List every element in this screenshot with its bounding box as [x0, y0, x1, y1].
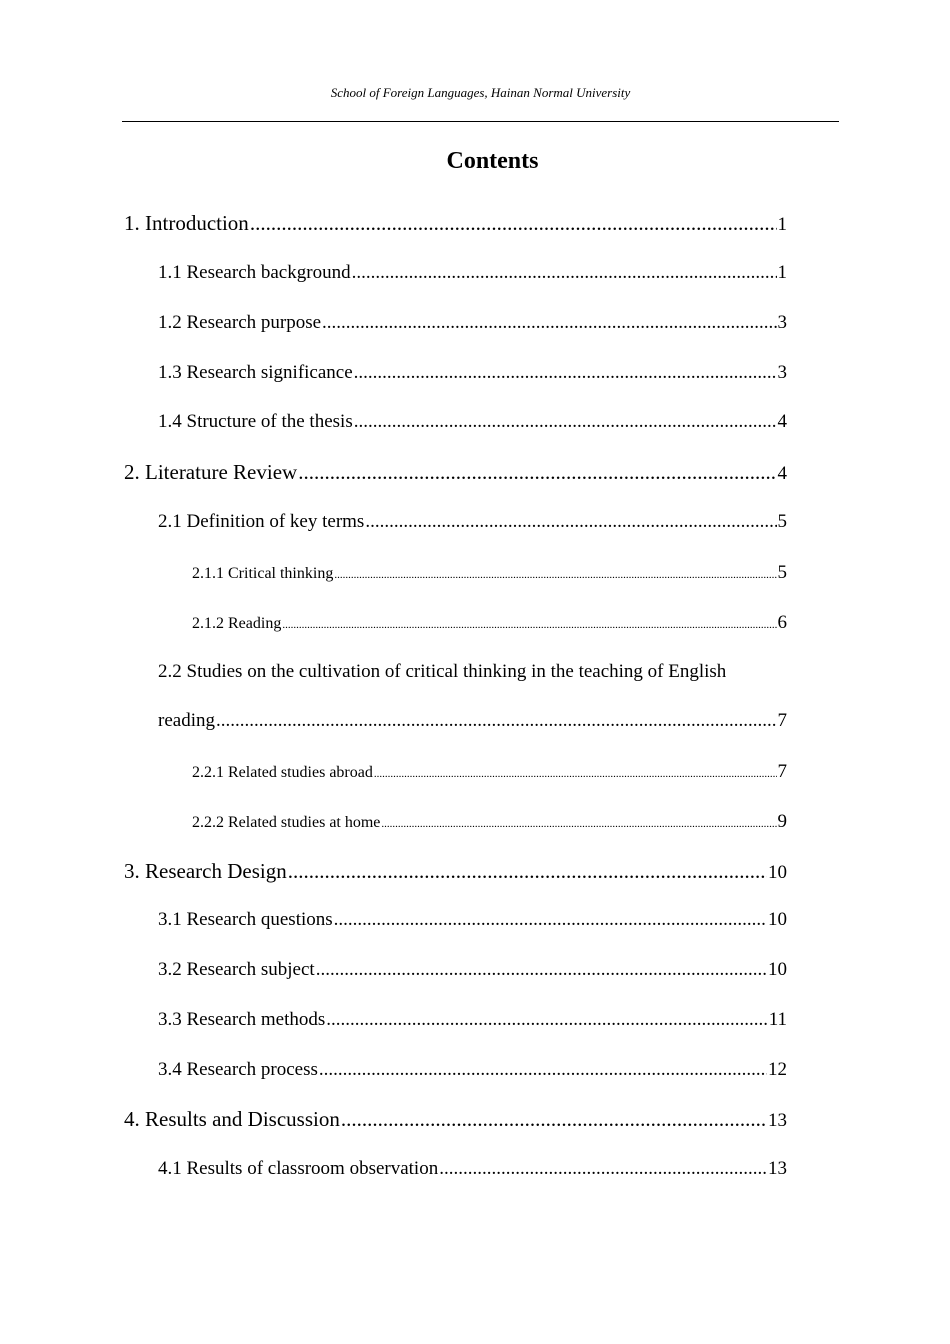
toc-entry-label: 3. Research Design	[124, 859, 287, 883]
toc-entry-label: 1.4 Structure of the thesis	[158, 411, 353, 432]
dot-leader	[354, 409, 777, 435]
toc-entry-label: 2.2.2 Related studies at home	[192, 814, 381, 831]
toc-entry[interactable]	[124, 1105, 787, 1135]
dot-leader	[250, 209, 777, 237]
toc-entry[interactable]	[158, 409, 787, 435]
toc-entry-label: 4.1 Results of classroom observation	[158, 1158, 439, 1179]
toc-entry[interactable]	[158, 260, 787, 286]
toc-entry-label: 2.1.2 Reading	[192, 615, 282, 632]
toc-entry[interactable]	[124, 209, 787, 239]
toc-entry[interactable]	[124, 857, 787, 887]
dot-leader	[381, 813, 776, 835]
toc-entry[interactable]	[192, 562, 787, 586]
toc-entry-label: 3.3 Research methods	[158, 1009, 326, 1030]
toc-entry-label: 2.1 Definition of key terms	[158, 511, 365, 532]
toc-entry[interactable]	[158, 708, 787, 734]
dot-leader	[365, 509, 776, 535]
dot-leader	[341, 1105, 767, 1133]
toc-page-number: 10	[768, 959, 787, 980]
toc-entry-label: 1. Introduction	[124, 211, 249, 235]
toc-page-number: 13	[768, 1158, 787, 1179]
dot-leader	[354, 360, 777, 386]
toc-page-number: 12	[768, 1059, 787, 1080]
toc-page-number: 10	[768, 862, 787, 883]
toc-entry-label: 1.2 Research purpose	[158, 312, 322, 333]
toc-entry[interactable]	[158, 907, 787, 933]
toc-page-number: 3	[777, 312, 787, 333]
toc-page-number: 11	[768, 1009, 787, 1030]
toc-page-number: 1	[777, 262, 787, 283]
toc-entry[interactable]	[158, 360, 787, 386]
toc-entry-label: 2.1.1 Critical thinking	[192, 565, 334, 582]
dot-leader	[326, 1007, 767, 1033]
toc-entry-label: 1.1 Research background	[158, 262, 351, 283]
dot-leader	[439, 1156, 767, 1182]
toc-entry-label: 2. Literature Review	[124, 460, 298, 484]
toc-page-number: 13	[768, 1110, 787, 1131]
toc-page-number: 4	[777, 411, 787, 432]
toc-page-number: 1	[777, 214, 787, 235]
toc-entry[interactable]	[158, 310, 787, 336]
toc-page-number: 7	[777, 761, 787, 782]
toc-page-number: 3	[777, 362, 787, 383]
toc-entry[interactable]	[158, 509, 787, 535]
dot-leader	[322, 310, 776, 336]
toc-entry-label: 4. Results and Discussion	[124, 1107, 340, 1131]
dot-leader	[316, 957, 767, 983]
toc-entry-label: 3.2 Research subject	[158, 959, 315, 980]
toc-entry[interactable]	[158, 1057, 787, 1083]
dot-leader	[298, 458, 776, 486]
toc-entry-label: 3.4 Research process	[158, 1059, 318, 1080]
toc-entry[interactable]	[192, 761, 787, 785]
dot-leader	[374, 763, 777, 785]
toc-entry-label: 1.3 Research significance	[158, 362, 353, 383]
dot-leader	[334, 564, 776, 586]
toc-entry[interactable]	[158, 957, 787, 983]
dot-leader	[288, 857, 767, 885]
toc-entry[interactable]	[192, 612, 787, 636]
toc-page-number: 4	[777, 463, 787, 484]
toc-entry-label: 3.1 Research questions	[158, 909, 333, 930]
toc-entry-label-line1[interactable]: 2.2 Studies on the cultivation of critical thinking in the teaching of English	[158, 661, 727, 682]
toc-entry[interactable]	[158, 1156, 787, 1182]
dot-leader	[319, 1057, 767, 1083]
toc-entry[interactable]	[192, 811, 787, 835]
toc-page-number: 7	[777, 710, 787, 731]
toc-page-number: 9	[777, 811, 787, 832]
toc-entry[interactable]	[158, 1007, 787, 1033]
toc-page-number: 5	[777, 511, 787, 532]
toc-entry-label: reading	[158, 710, 215, 731]
toc-entry-label: 2.2.1 Related studies abroad	[192, 764, 373, 781]
running-header: School of Foreign Languages, Hainan Normal University	[330, 85, 631, 100]
toc-entry[interactable]	[124, 458, 787, 488]
dot-leader	[282, 614, 776, 636]
dot-leader	[352, 260, 777, 286]
dot-leader	[216, 708, 777, 734]
dot-leader	[334, 907, 767, 933]
toc-page-number: 6	[777, 612, 787, 633]
page-title: Contents	[446, 148, 539, 174]
toc-page-number: 10	[768, 909, 787, 930]
toc-page-number: 5	[777, 562, 787, 583]
